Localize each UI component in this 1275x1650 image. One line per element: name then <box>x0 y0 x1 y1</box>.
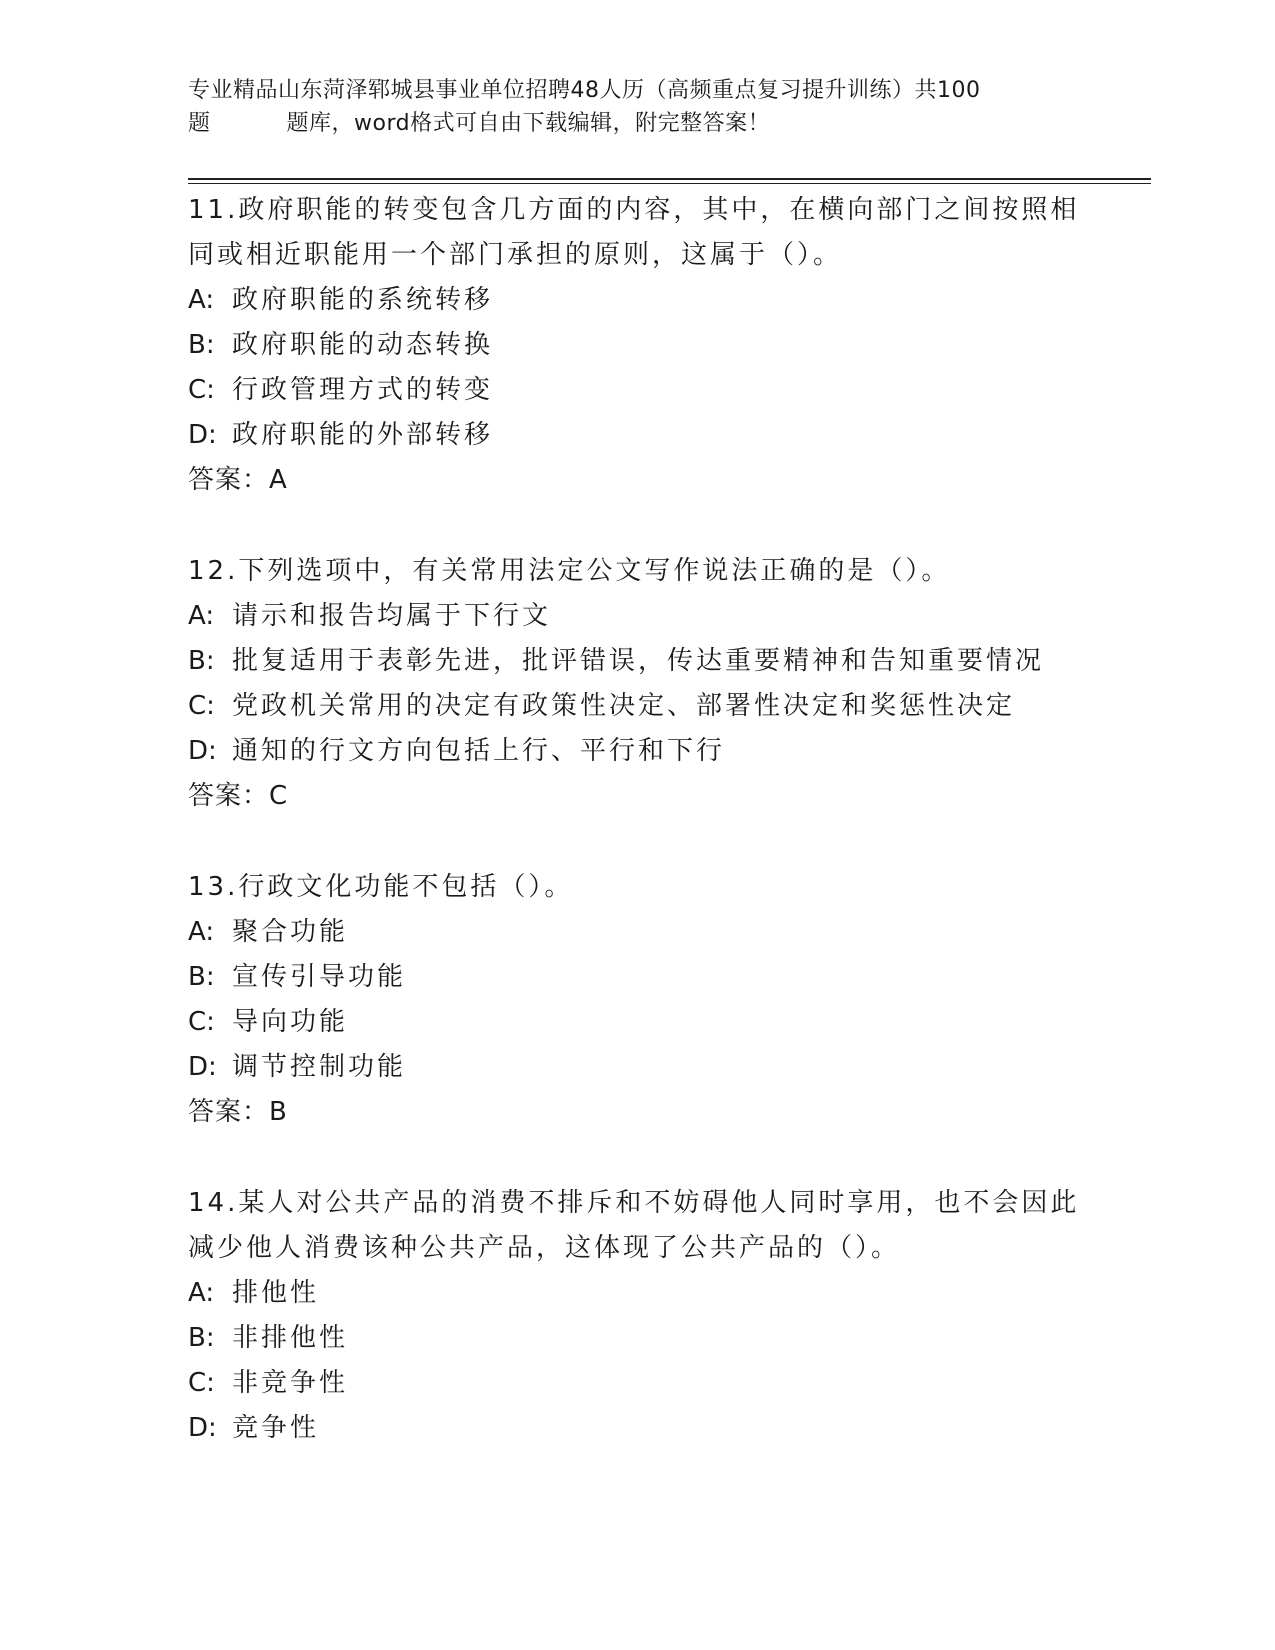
header-title-line2 <box>188 107 1068 140</box>
question-spacer <box>188 819 1088 865</box>
option-b <box>188 639 1088 684</box>
answer-line: 答案：C <box>188 781 289 811</box>
option-letter: D: <box>188 1413 217 1443</box>
option-c <box>188 1000 1088 1045</box>
option-letter: D: <box>188 736 217 766</box>
option-text: 批复适用于表彰先进，批评错误，传达重要精神和告知重要情况 <box>232 646 1045 676</box>
option-letter: C: <box>188 691 215 721</box>
option-c <box>188 1361 1088 1406</box>
question-item <box>188 549 1088 819</box>
option-d <box>188 1406 1088 1451</box>
question-stem-line: 13.行政文化功能不包括（）。 <box>188 872 574 902</box>
question-stem-line: 14.某人对公共产品的消费不排斥和不妨碍他人同时享用，也不会因此 <box>188 1188 1080 1218</box>
header-title-line2-start: 题 <box>188 111 211 136</box>
option-letter: B: <box>188 330 215 360</box>
option-c <box>188 368 1088 413</box>
option-text: 非排他性 <box>232 1323 349 1353</box>
option-a <box>188 278 1088 323</box>
question-item <box>188 188 1088 503</box>
option-text: 政府职能的外部转移 <box>232 420 494 450</box>
option-letter: A: <box>188 1278 215 1308</box>
question-item <box>188 1181 1088 1451</box>
answer-line: 答案：B <box>188 1097 288 1127</box>
option-letter: A: <box>188 285 215 315</box>
option-letter: C: <box>188 375 215 405</box>
option-text: 党政机关常用的决定有政策性决定、部署性决定和奖惩性决定 <box>232 691 1016 721</box>
header-title-line1: 专业精品山东菏泽郓城县事业单位招聘48人历（高频重点复习提升训练）共100 <box>188 78 981 103</box>
question-stem-line: 12.下列选项中，有关常用法定公文写作说法正确的是（）。 <box>188 556 951 586</box>
question-stem-line: 11.政府职能的转变包含几方面的内容，其中，在横向部门之间按照相 <box>188 195 1080 225</box>
question-spacer <box>188 503 1088 549</box>
header-rule-thin <box>188 183 1151 184</box>
option-text: 排他性 <box>232 1278 320 1308</box>
document-header <box>188 74 1068 140</box>
question-stem-line: 同或相近职能用一个部门承担的原则，这属于（）。 <box>188 240 843 270</box>
option-letter: A: <box>188 917 215 947</box>
option-letter: C: <box>188 1007 215 1037</box>
option-text: 竞争性 <box>232 1413 320 1443</box>
option-text: 政府职能的系统转移 <box>232 285 494 315</box>
option-b <box>188 955 1088 1000</box>
option-b <box>188 1316 1088 1361</box>
option-text: 调节控制功能 <box>232 1052 407 1082</box>
header-rule-thick <box>188 178 1151 180</box>
question-list <box>188 188 1088 1451</box>
option-d <box>188 413 1088 458</box>
option-text: 政府职能的动态转换 <box>232 330 494 360</box>
question-stem <box>188 549 1088 594</box>
option-letter: D: <box>188 420 217 450</box>
option-text: 导向功能 <box>232 1007 349 1037</box>
option-a <box>188 910 1088 955</box>
option-letter: A: <box>188 601 215 631</box>
option-letter: D: <box>188 1052 217 1082</box>
option-letter: C: <box>188 1368 215 1398</box>
question-stem <box>188 188 1088 278</box>
option-a <box>188 594 1088 639</box>
option-text: 非竞争性 <box>232 1368 349 1398</box>
option-b <box>188 323 1088 368</box>
option-d <box>188 1045 1088 1090</box>
answer-line: 答案：A <box>188 465 288 495</box>
option-letter: B: <box>188 646 215 676</box>
option-text: 请示和报告均属于下行文 <box>232 601 552 631</box>
option-letter: B: <box>188 962 215 992</box>
question-item <box>188 865 1088 1135</box>
option-c <box>188 684 1088 729</box>
option-text: 聚合功能 <box>232 917 349 947</box>
option-text: 行政管理方式的转变 <box>232 375 494 405</box>
question-stem <box>188 865 1088 910</box>
question-spacer <box>188 1135 1088 1181</box>
option-text: 通知的行文方向包括上行、平行和下行 <box>232 736 726 766</box>
question-stem-line: 减少他人消费该种公共产品，这体现了公共产品的（）。 <box>188 1233 901 1263</box>
question-stem <box>188 1181 1088 1271</box>
option-text: 宣传引导功能 <box>232 962 407 992</box>
option-letter: B: <box>188 1323 215 1353</box>
header-title-line2-rest: 题库，word格式可自由下载编辑，附完整答案！ <box>286 111 771 136</box>
option-d <box>188 729 1088 774</box>
option-a <box>188 1271 1088 1316</box>
